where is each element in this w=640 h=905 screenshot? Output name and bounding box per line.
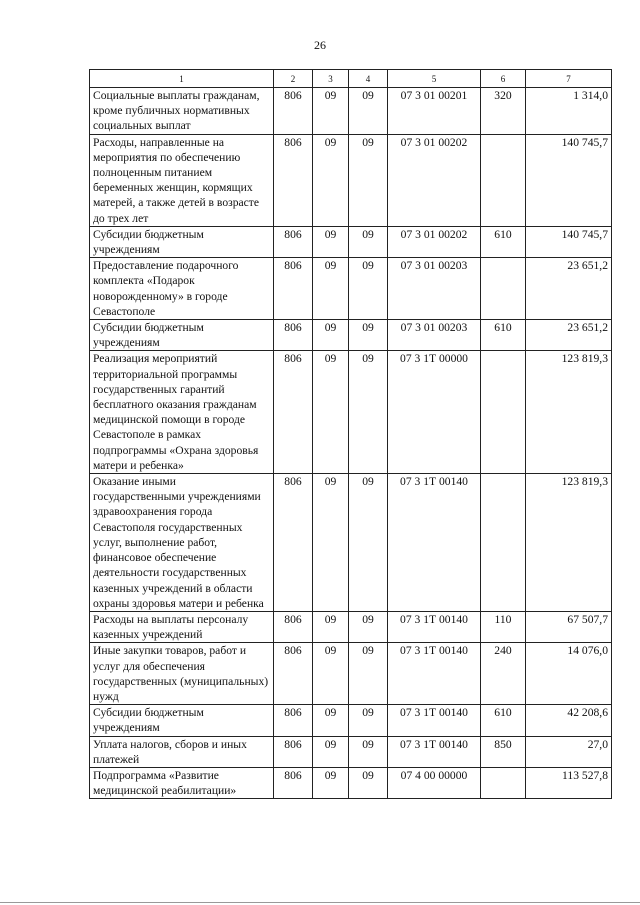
row-pr: 09 [349,767,388,798]
row-pr: 09 [349,611,388,642]
row-vr: 610 [481,226,526,257]
table-row [90,88,612,135]
row-name: Субсидии бюджетным учреждениям [90,226,274,257]
row-pr: 09 [349,320,388,351]
row-vr [481,258,526,320]
row-csr: 07 3 1Т 00140 [388,643,481,705]
row-name: Социальные выплаты гражданам, кроме публичных нормативных социальных выплат [90,88,274,135]
row-rz: 09 [313,474,349,612]
row-name: Расходы на выплаты персоналу казенных учреждений [90,611,274,642]
row-name: Уплата налогов, сборов и иных платежей [90,736,274,767]
header-col-5: 5 [388,70,481,88]
row-csr: 07 3 01 00202 [388,226,481,257]
row-csr: 07 3 1Т 00140 [388,736,481,767]
row-pr: 09 [349,643,388,705]
table-row [90,643,612,705]
row-gr: 806 [274,705,313,736]
row-vr: 850 [481,736,526,767]
table-row [90,705,612,736]
row-pr: 09 [349,351,388,474]
header-col-1: 1 [90,70,274,88]
row-rz: 09 [313,134,349,226]
row-vr [481,474,526,612]
row-sum: 123 819,3 [526,351,612,474]
row-csr: 07 3 01 00203 [388,320,481,351]
row-gr: 806 [274,474,313,612]
row-pr: 09 [349,474,388,612]
row-csr: 07 3 01 00203 [388,258,481,320]
table-row [90,474,612,612]
row-pr: 09 [349,705,388,736]
row-rz: 09 [313,351,349,474]
header-col-4: 4 [349,70,388,88]
row-pr: 09 [349,134,388,226]
page-bottom-edge [0,902,640,903]
row-rz: 09 [313,88,349,135]
row-pr: 09 [349,226,388,257]
row-rz: 09 [313,258,349,320]
row-name: Реализация мероприятий территориальной программы государственных гарантий бесплатного оказания гражданам медицинской помощи в городе Севастополе в рамках подпрограммы «Охрана здоровья матери и ребенка» [90,351,274,474]
row-name: Иные закупки товаров, работ и услуг для обеспечения государственных (муниципальных) нужд [90,643,274,705]
table-row [90,258,612,320]
row-vr [481,767,526,798]
row-csr: 07 4 00 00000 [388,767,481,798]
table-row [90,320,612,351]
row-sum: 1 314,0 [526,88,612,135]
row-name: Субсидии бюджетным учреждениям [90,320,274,351]
header-row [90,70,612,88]
row-rz: 09 [313,226,349,257]
row-rz: 09 [313,320,349,351]
row-csr: 07 3 1Т 00140 [388,705,481,736]
row-csr: 07 3 01 00201 [388,88,481,135]
row-gr: 806 [274,767,313,798]
header-col-7: 7 [526,70,612,88]
row-name: Оказание иными государственными учреждениями здравоохранения города Севастополя государственных услуг, выполнение работ, финансовое обеспечение деятельности государственных казенных учреждений в области охраны здоровья матери и ребенка [90,474,274,612]
row-gr: 806 [274,320,313,351]
row-gr: 806 [274,736,313,767]
row-csr: 07 3 1Т 00140 [388,611,481,642]
table-row [90,736,612,767]
row-sum: 140 745,7 [526,134,612,226]
row-vr: 240 [481,643,526,705]
budget-table [89,69,612,799]
row-sum: 123 819,3 [526,474,612,612]
row-sum: 113 527,8 [526,767,612,798]
row-sum: 14 076,0 [526,643,612,705]
row-gr: 806 [274,611,313,642]
row-vr: 610 [481,705,526,736]
row-sum: 67 507,7 [526,611,612,642]
row-pr: 09 [349,258,388,320]
row-sum: 23 651,2 [526,320,612,351]
table-row [90,226,612,257]
row-gr: 806 [274,643,313,705]
row-pr: 09 [349,88,388,135]
row-gr: 806 [274,351,313,474]
row-rz: 09 [313,611,349,642]
row-vr: 110 [481,611,526,642]
header-col-2: 2 [274,70,313,88]
row-sum: 23 651,2 [526,258,612,320]
row-csr: 07 3 1Т 00000 [388,351,481,474]
table-row [90,134,612,226]
page-number: 26 [314,38,326,52]
header-col-3: 3 [313,70,349,88]
row-pr: 09 [349,736,388,767]
header-col-6: 6 [481,70,526,88]
row-gr: 806 [274,88,313,135]
row-rz: 09 [313,767,349,798]
row-sum: 42 208,6 [526,705,612,736]
row-gr: 806 [274,226,313,257]
table-row [90,351,612,474]
row-rz: 09 [313,643,349,705]
row-csr: 07 3 1Т 00140 [388,474,481,612]
row-rz: 09 [313,736,349,767]
row-vr [481,134,526,226]
row-sum: 140 745,7 [526,226,612,257]
table-row [90,611,612,642]
row-name: Субсидии бюджетным учреждениям [90,705,274,736]
row-vr: 320 [481,88,526,135]
row-sum: 27,0 [526,736,612,767]
table-row [90,767,612,798]
row-name: Подпрограмма «Развитие медицинской реабилитации» [90,767,274,798]
row-vr: 610 [481,320,526,351]
row-name: Расходы, направленные на мероприятия по обеспечению полноценным питанием беременных женщин, кормящих матерей, а также детей в возрасте до трех лет [90,134,274,226]
row-gr: 806 [274,134,313,226]
row-vr [481,351,526,474]
row-gr: 806 [274,258,313,320]
row-name: Предоставление подарочного комплекта «Подарок новорожденному» в городе Севастополе [90,258,274,320]
row-csr: 07 3 01 00202 [388,134,481,226]
row-rz: 09 [313,705,349,736]
